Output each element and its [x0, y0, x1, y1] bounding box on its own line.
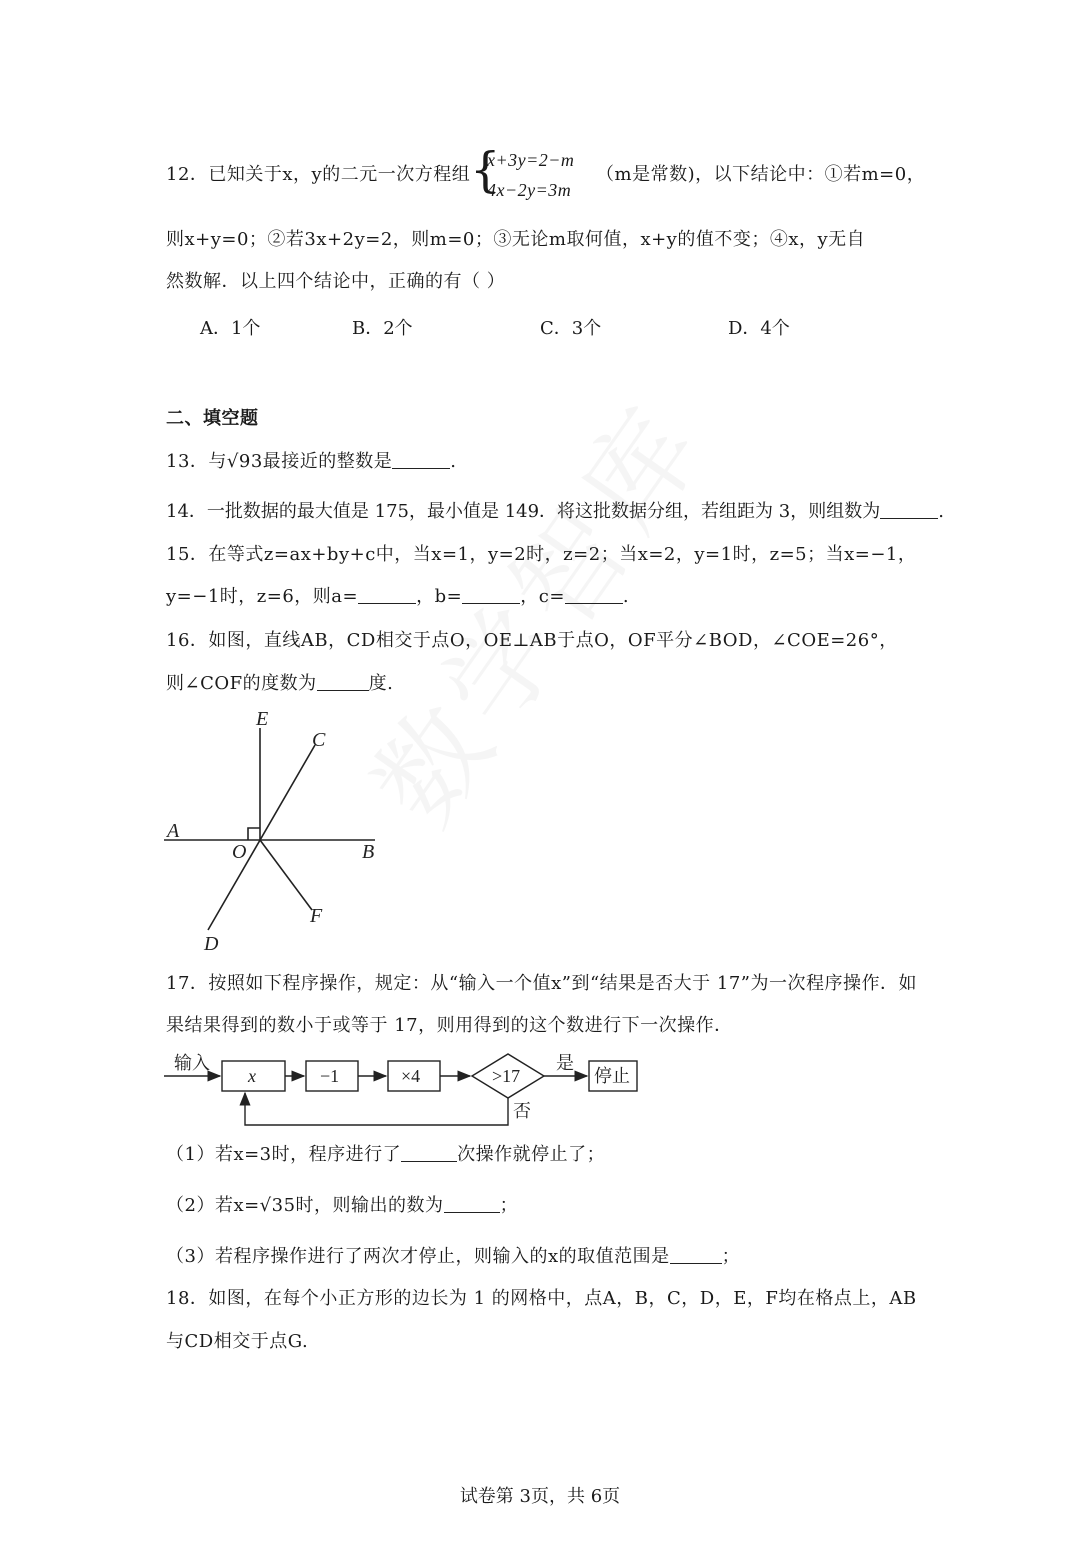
- q12-option-a: A．1个: [200, 318, 261, 339]
- q14-line: [166, 500, 944, 524]
- q13-blank: [392, 450, 450, 469]
- page-footer: 试卷第 3页，共 6页: [459, 1486, 621, 1507]
- q15-blank-b: [462, 585, 520, 604]
- flow-box-x-label: x: [248, 1066, 256, 1086]
- q15-part-b: ，b=: [416, 586, 463, 607]
- q17-sub3: [166, 1245, 740, 1269]
- flow-stop-label: 停止: [594, 1066, 630, 1086]
- q16-end: 度.: [368, 673, 394, 694]
- q17-sub2-end: ；: [499, 1195, 519, 1216]
- q17-line2: 果结果得到的数小于或等于 17，则用得到的这个数进行下一次操作．: [166, 1015, 733, 1036]
- q14-blank: [880, 500, 938, 519]
- label-a: A: [167, 820, 180, 842]
- q15-blank-c: [565, 585, 623, 604]
- ray-of: [260, 840, 312, 910]
- q15-part-a: y=−1时，z=6，则a=: [166, 586, 359, 607]
- flow-diamond-label: >17: [492, 1066, 521, 1086]
- label-c: C: [312, 729, 326, 751]
- q12-line1-post: （m是常数)，以下结论中：①若m=0，: [596, 164, 926, 185]
- right-angle-mark: [248, 828, 260, 840]
- flow-input-label: 输入: [174, 1053, 210, 1073]
- q14-text: 14．一批数据的最大值是 175，最小值是 149．将这批数据分组，若组距为 3，则组数为: [166, 501, 881, 522]
- label-f: F: [310, 905, 323, 927]
- flow-yes-label: 是: [556, 1053, 574, 1073]
- label-o: O: [232, 841, 247, 863]
- q16-text: 则∠COF的度数为: [166, 673, 317, 694]
- q17-sub3-blank: [670, 1245, 722, 1264]
- q17-flowchart: [160, 1045, 660, 1130]
- q15-part-c: ，c=: [520, 586, 565, 607]
- flow-no-label: 否: [513, 1101, 531, 1121]
- flow-box-minus-label: −1: [320, 1066, 340, 1086]
- q13-end: .: [450, 451, 457, 472]
- q12-option-d: D．4个: [728, 318, 790, 339]
- q12-line1-pre: 12．已知关于x，y的二元一次方程组: [166, 164, 471, 185]
- q13-text: 13．与√93最接近的整数是: [166, 451, 393, 472]
- q17-sub2-text: （2）若x=√35时，则输出的数为: [166, 1195, 444, 1216]
- q16-blank: [317, 672, 369, 691]
- q13-line: [166, 450, 457, 474]
- q17-sub1-end: 次操作就停止了；: [457, 1144, 606, 1165]
- loop-back-line: [245, 1093, 508, 1125]
- q17-line1: 17．按照如下程序操作，规定：从“输入一个值x”到“结果是否大于 17”为一次程序操作．如: [166, 973, 917, 994]
- q16-line1: 16．如图，直线AB，CD相交于点O，OE⊥AB于点O，OF平分∠BOD，∠COE=26°，: [166, 630, 898, 651]
- q12-eq1: x+3y=2−m: [487, 150, 575, 170]
- label-b: B: [362, 841, 375, 863]
- q12-line2: 则x+y=0；②若3x+2y=2，则m=0；③无论m取何值，x+y的值不变；④x，y无自: [166, 229, 866, 250]
- label-e: E: [256, 708, 269, 730]
- label-d: D: [204, 933, 219, 955]
- q15-blank-a: [358, 585, 416, 604]
- q15-line1: 15．在等式z=ax+by+c中，当x=1，y=2时，z=2；当x=2，y=1时，z=5；当x=−1，: [166, 544, 917, 565]
- q15-line2: [166, 585, 629, 609]
- q16-figure: [150, 700, 410, 965]
- q17-sub1-blank: [401, 1143, 457, 1162]
- q17-sub3-text: （3）若程序操作进行了两次才停止，则输入的x的取值范围是: [166, 1246, 670, 1267]
- flow-box-times-label: ×4: [401, 1066, 421, 1086]
- section-title: 二、填空题: [166, 408, 259, 429]
- q18-line1: 18．如图，在每个小正方形的边长为 1 的网格中，点A，B，C，D，E，F均在格点上，AB: [166, 1288, 917, 1309]
- q14-end: .: [938, 501, 944, 522]
- q17-sub1: [166, 1143, 605, 1167]
- q12-line3: 然数解．以上四个结论中，正确的有（ ）: [166, 271, 506, 292]
- q17-sub2-blank: [444, 1194, 500, 1213]
- q12-option-c: C．3个: [540, 318, 602, 339]
- system-brace: {: [470, 142, 501, 198]
- q12-eq2: 4x−2y=3m: [487, 180, 572, 200]
- q16-line2: [166, 672, 393, 696]
- q17-sub2: [166, 1194, 518, 1218]
- q15-end: .: [622, 586, 630, 607]
- q17-sub1-text: （1）若x=3时，程序进行了: [166, 1144, 402, 1165]
- line-cd: [208, 745, 315, 930]
- q18-line2: 与CD相交于点G.: [166, 1331, 309, 1352]
- q17-sub3-end: ；: [721, 1246, 741, 1267]
- q12-option-b: B．2个: [352, 318, 413, 339]
